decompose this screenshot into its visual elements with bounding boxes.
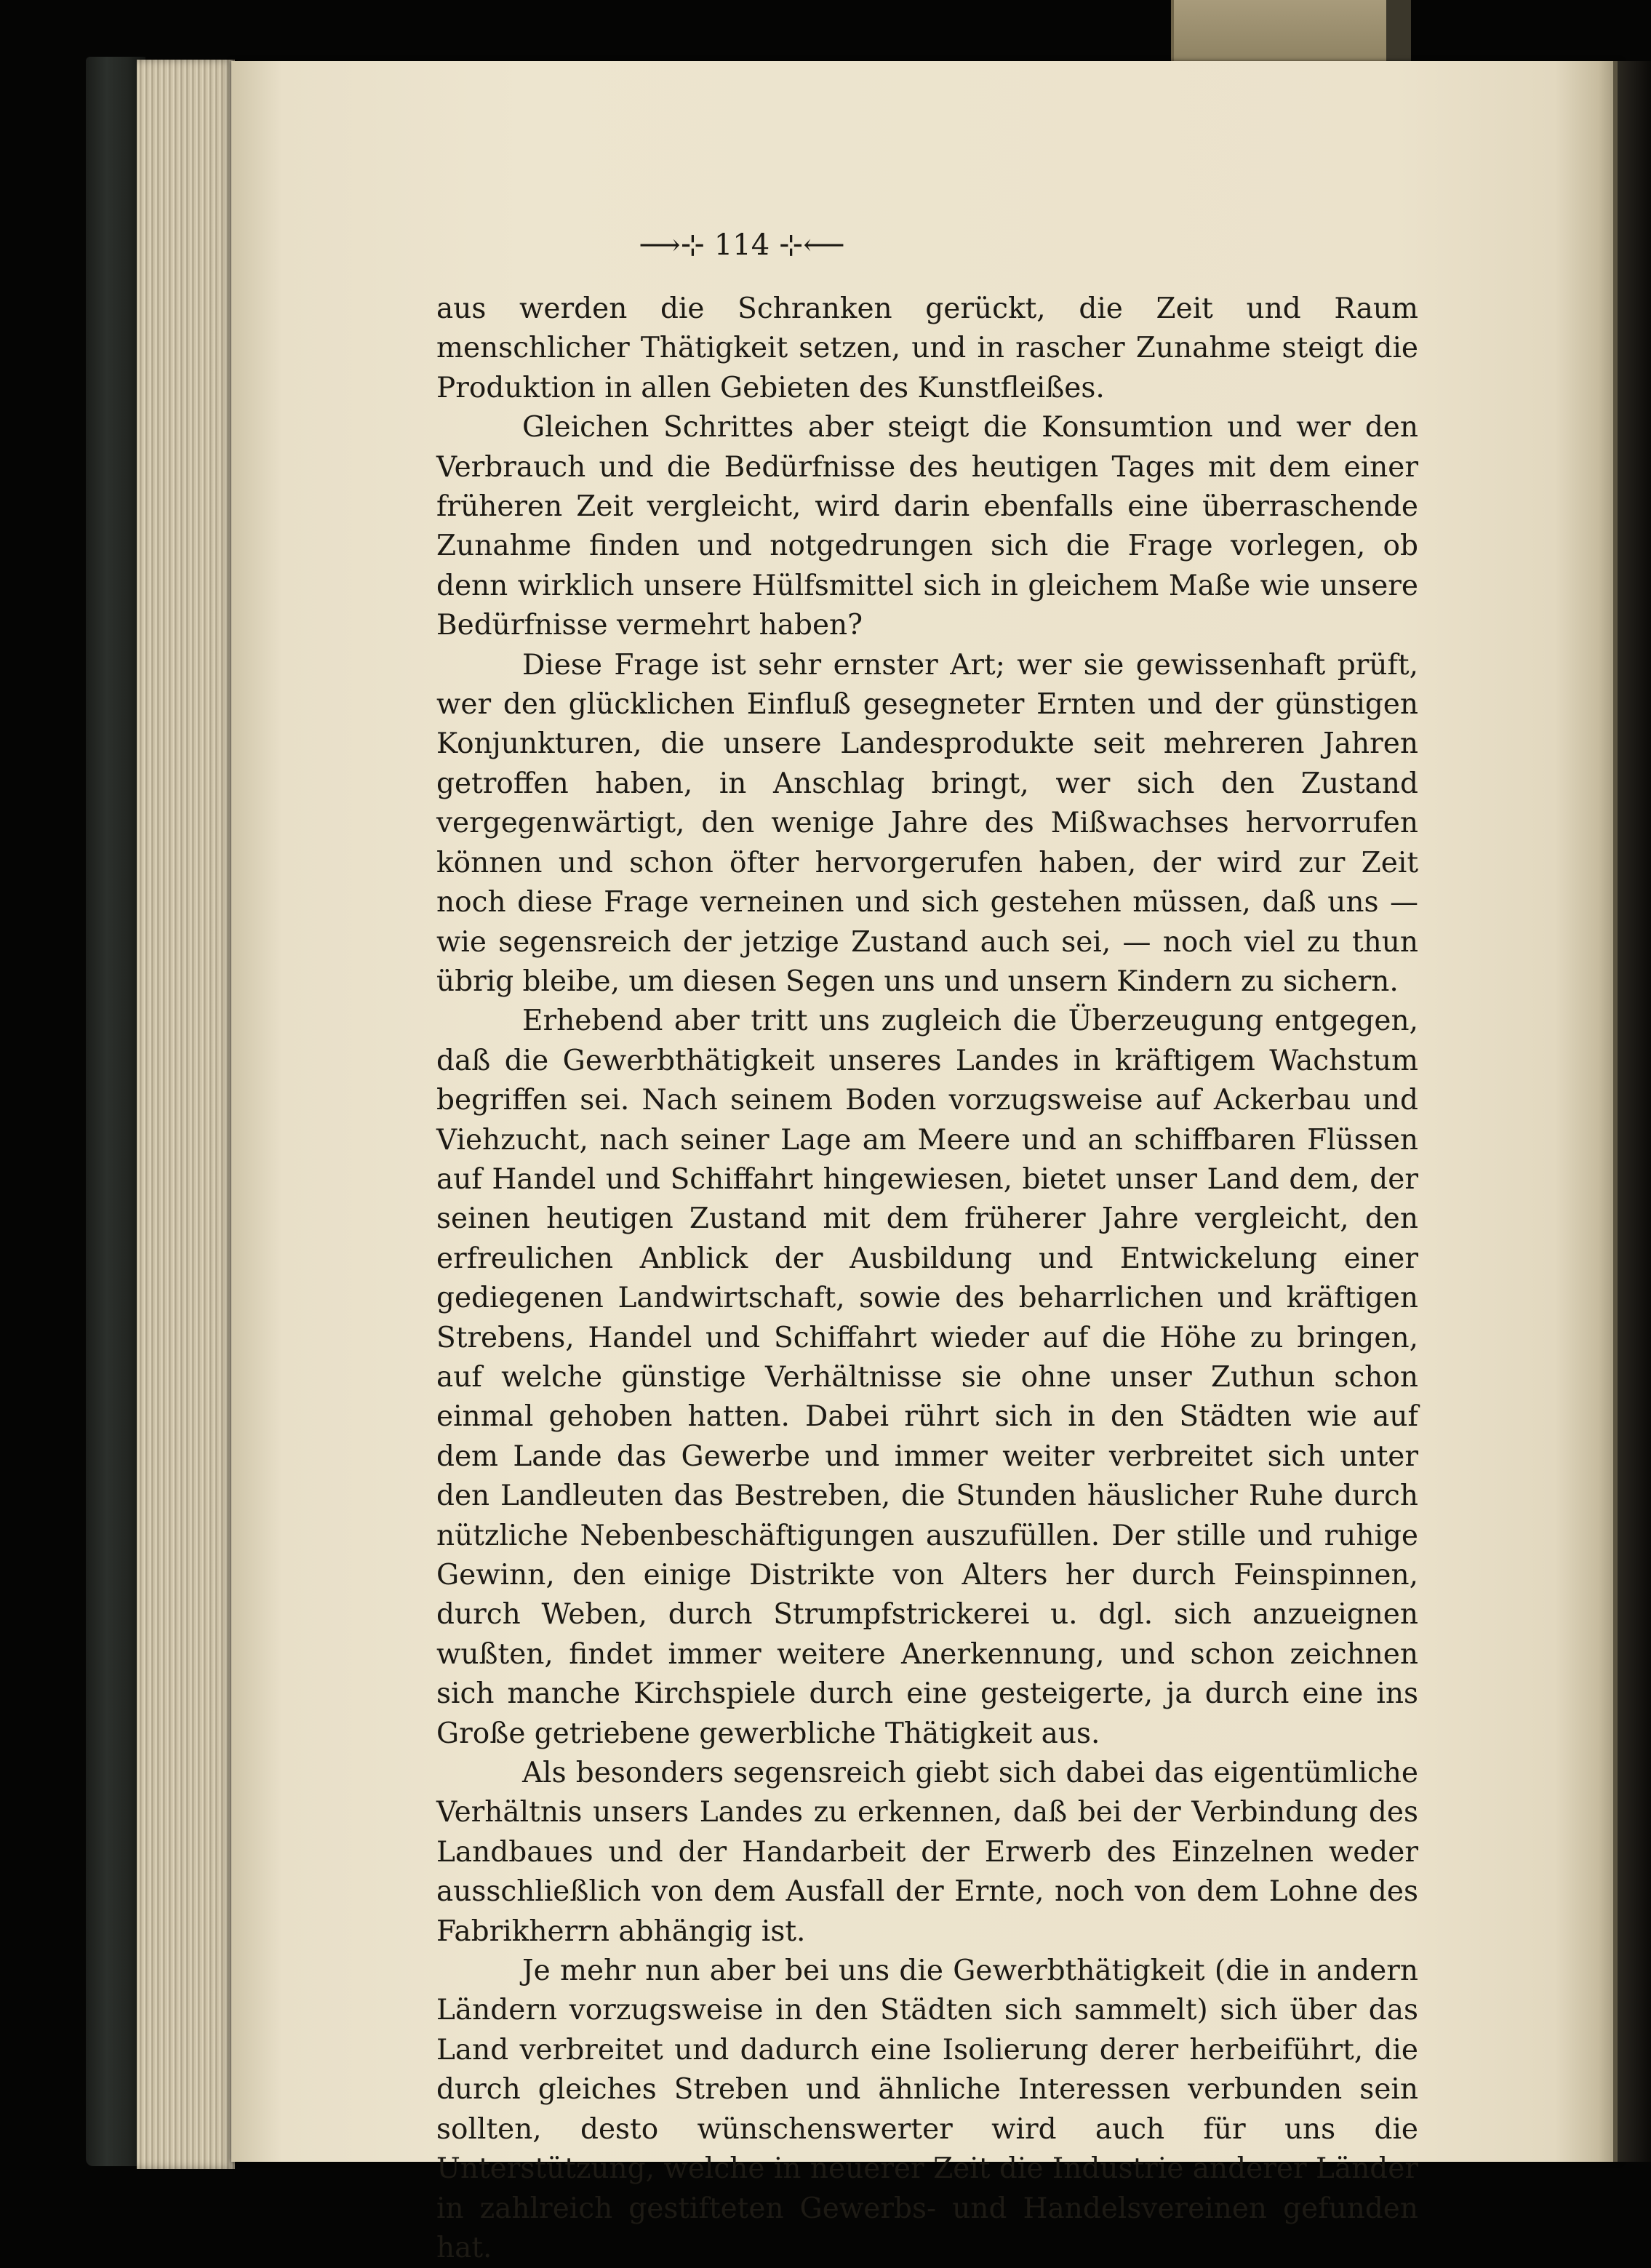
bookmark-tab [1171, 0, 1389, 63]
page-stack-edge [137, 60, 235, 2169]
page-header [436, 222, 1047, 268]
paragraph: Gleichen Schrittes aber steigt die Konsumtion und wer den Verbrauch und die Bedürfnisse des heutigen Tages mit dem einer früheren Zeit vergleicht, wird darin ebenfalls eine überraschende Zunahme finden und notgedrungen sich die Frage vorlegen, ob denn wirklich unsere Hülfsmittel sich in gleichem Maße wie unsere Bedürfnisse vermehrt haben? [436, 411, 1418, 642]
header-ornament-left: ⟶⊹ [639, 228, 705, 262]
right-page-edge [1618, 61, 1651, 2162]
paragraph: Diese Frage ist sehr ernster Art; wer sie gewissenhaft prüft, wer den glücklichen Einfluß gesegneter Ernten und der günstigen Konjunkturen, die unsere Landesprodukte seit mehreren Jahren getroffen haben, in Anschlag bringt, wer sich den Zustand vergegenwärtigt, den wenige Jahre des Mißwachses hervorrufen können und schon öfter hervorgerufen haben, der wird zur Zeit noch diese Frage verneinen und sich gestehen müssen, daß uns — wie segensreich der jetzige Zustand auch sei, — noch viel zu thun übrig bleibe, um diesen Segen uns und unsern Kindern zu sichern. [436, 648, 1418, 998]
paragraph: Als besonders segensreich giebt sich dabei das eigentümliche Verhältnis unsers Landes zu erkennen, daß bei der Verbindung des Landbaues und der Handarbeit der Erwerb des Einzelnen weder ausschließlich von dem Ausfall der Ernte, noch von dem Lohne des Fabrikherrn abhängig ist. [436, 1757, 1418, 1948]
paragraph: Erhebend aber tritt uns zugleich die Überzeugung entgegen, daß die Gewerbthätigkeit unseres Landes in kräftigem Wachstum begriffen sei. Nach seinem Boden vorzugsweise auf Ackerbau und Viehzucht, nach seiner Lage am Meere und an schiffbaren Flüssen auf Handel und Schiffahrt hingewiesen, bietet unser Land dem, der seinen heutigen Zustand mit dem früherer Jahre vergleicht, den erfreulichen Anblick der Ausbildung und Entwickelung einer gediegenen Landwirtschaft, sowie des beharrlichen und kräftigen Strebens, Handel und Schiffahrt wieder auf die Höhe zu bringen, auf welche günstige Verhältnisse sie ohne unser Zuthun schon einmal gehoben hatten. Dabei rührt sich in den Städten wie auf dem Lande das Gewerbe und immer weiter verbreitet sich unter den Landleuten das Bestreben, die Stunden häuslicher Ruhe durch nützliche Nebenbeschäftigungen auszufüllen. Der stille und ruhige Gewinn, den einige Distrikte von Alters her durch Feinspinnen, durch Weben, durch Strumpfstrickerei u. dgl. sich anzueignen wußten, findet immer weitere Anerkennung, und schon zeichnen sich manche Kirchspiele durch eine gesteigerte, ja durch eine ins Große getriebene gewerbliche Thätigkeit aus. [436, 1005, 1418, 1750]
paragraph: aus werden die Schranken gerückt, die Zeit und Raum menschlicher Thätigkeit setzen, und in rascher Zunahme steigt die Produktion in allen Gebieten des Kunstfleißes. [436, 292, 1418, 404]
header-ornament-right: ⊹⟵ [778, 228, 845, 262]
bookmark-tab-shadow [1386, 0, 1411, 63]
body-text [436, 290, 1418, 2268]
page-number: 114 [713, 228, 770, 262]
paragraph: Je mehr nun aber bei uns die Gewerbthätigkeit (die in andern Ländern vorzugsweise in den Städten sich sammelt) sich über das Land verbreitet und dadurch eine Isolierung derer herbeiführt, die durch gleiches Streben und ähnliche Interessen verbunden sein sollten, desto wünschenswerter wird auch für uns die Unterstützung, welche in neuerer Zeit die Industrie anderer Länder in zahlreich gestifteten Gewerbs- und Handelsvereinen gefunden hat. [436, 1954, 1418, 2264]
